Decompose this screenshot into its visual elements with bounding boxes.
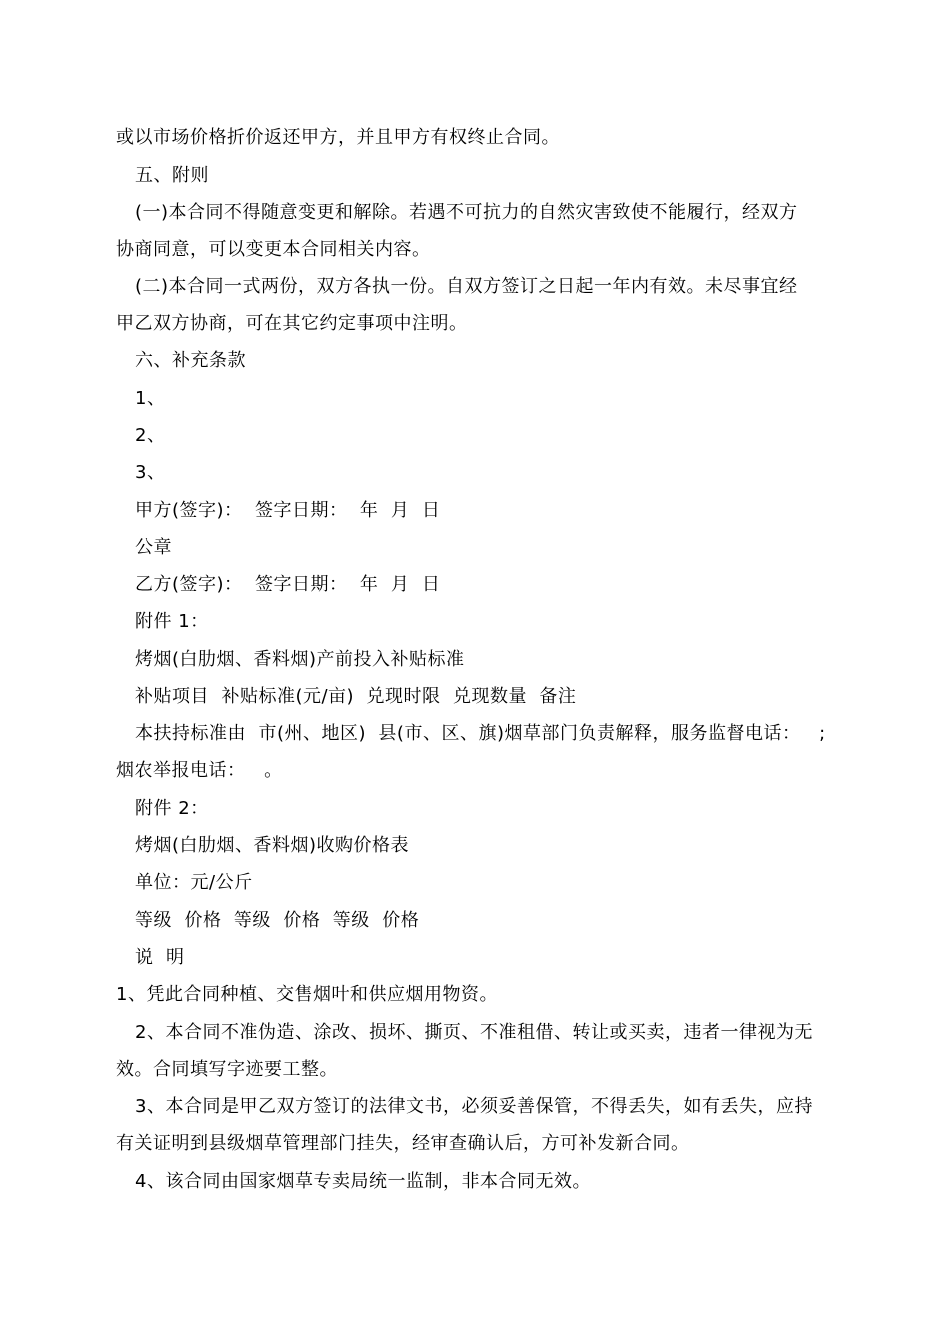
table-header-line: 补贴项目 补贴标准(元/亩) 兑现时限 兑现数量 备注 [135, 686, 577, 707]
attachment-heading: 附件 2： [135, 798, 209, 819]
attachment-heading: 附件 1： [135, 611, 209, 632]
table-header-line: 等级 价格 等级 价格 等级 价格 [135, 910, 420, 931]
paragraph-line: 本扶持标准由 市(州、地区) 县(市、区、旗)烟草部门负责解释，服务监督电话： ; [135, 723, 826, 744]
paragraph-line: (一)本合同不得随意变更和解除。若遇不可抗力的自然灾害致使不能履行，经双方 [135, 202, 798, 223]
paragraph-line: 甲乙双方协商，可在其它约定事项中注明。 [116, 313, 468, 334]
signature-line-party-b: 乙方(签字)： 签字日期： 年 月 日 [135, 574, 441, 595]
list-item: 4、该合同由国家烟草专卖局统一监制，非本合同无效。 [135, 1171, 591, 1192]
paragraph-line: 或以市场价格折价返还甲方，并且甲方有权终止合同。 [116, 127, 560, 148]
paragraph-line: 效。合同填写字迹要工整。 [116, 1059, 338, 1080]
attachment-title: 烤烟(白肋烟、香料烟)收购价格表 [135, 835, 410, 856]
list-item: 1、 [135, 388, 166, 409]
paragraph-line: 烟农举报电话： 。 [116, 760, 283, 781]
list-item: 3、本合同是甲乙双方签订的法律文书，必须妥善保管，不得丢失，如有丢失，应持 [135, 1096, 813, 1117]
paragraph-line: (二)本合同一式两份，双方各执一份。自双方签订之日起一年内有效。未尽事宜经 [135, 276, 798, 297]
section-heading: 说 明 [135, 947, 185, 968]
section-heading: 五、附则 [135, 165, 209, 186]
attachment-title: 烤烟(白肋烟、香料烟)产前投入补贴标准 [135, 649, 465, 670]
unit-label: 单位：元/公斤 [135, 872, 253, 893]
list-item: 2、本合同不准伪造、涂改、损坏、撕页、不准租借、转让或买卖，违者一律视为无 [135, 1022, 813, 1043]
signature-line-party-a: 甲方(签字)： 签字日期： 年 月 日 [135, 500, 441, 521]
list-item: 1、凭此合同种植、交售烟叶和供应烟用物资。 [116, 984, 498, 1005]
paragraph-line: 有关证明到县级烟草管理部门挂失，经审查确认后，方可补发新合同。 [116, 1133, 690, 1154]
list-item: 3、 [135, 462, 166, 483]
paragraph-line: 协商同意，可以变更本合同相关内容。 [116, 239, 431, 260]
list-item: 2、 [135, 425, 166, 446]
seal-label: 公章 [135, 537, 172, 558]
section-heading: 六、补充条款 [135, 350, 246, 371]
